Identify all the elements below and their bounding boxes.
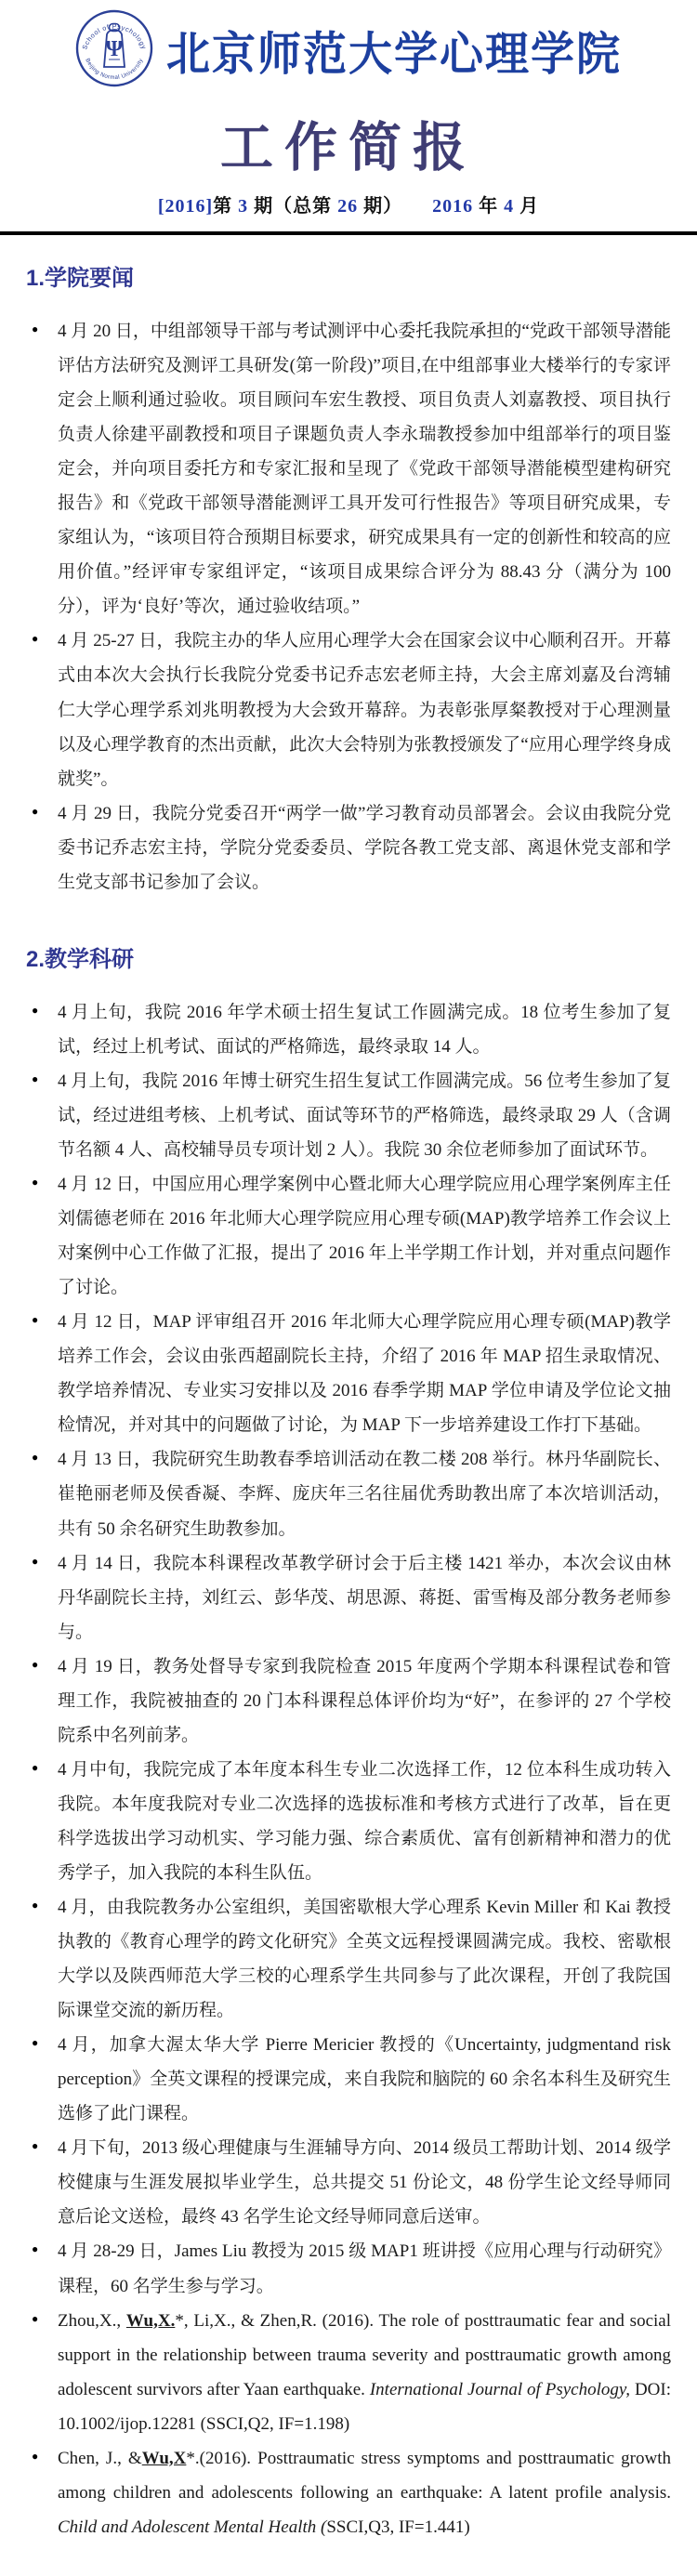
text-run: 第 [213,196,239,217]
bulletin-body [26,259,671,2544]
issue-number: 2016 [432,196,474,217]
highlighted-author: Wu,X. [125,2310,176,2331]
section-item-list [26,995,671,2544]
seal-psi-symbol: Ψ [105,37,124,61]
text-run: DOI: 10.1002/ijop.12281 (SSCI,Q2, IF=1.198) [58,2379,671,2434]
section-1 [26,259,671,900]
bulletin-title: 工作简报 [220,119,477,177]
text-run: 4 月中旬，我院完成了本年度本科生专业二次选择工作，12 位本科生成功转入我院。本年度我院对专业二次选择的选拔标准和考核方式进行了改革，旨在更科学选拔出学习动机实、学习能力强、综合素质优、富有创新精神和潜力的优秀学子，加入我院的本科生队伍。 [58,1759,671,1883]
bulletin-item [32,995,671,1064]
issue-number: 26 [337,196,359,217]
bulletin-item [32,796,671,900]
text-run: 4 月 20 日，中组部领导干部与考试测评中心委托我院承担的“党政干部领导潜能评估方法研究及测评工具研发(第一阶段)”项目,在中组部事业大楼举行的专家评定会上顺利通过验收。项目顾问车宏生教授、项目负责人刘嘉教授、项目执行负责人徐建平副教授和项目子课题负责人李永瑞教授参加中组部举行的项目鉴定会，并向项目委托方和专家汇报和呈现了《党政干部领导潜能模型建构研究报告》和《党政干部领导潜能测评工具开发可行性报告》等项目研究成果，专家组认为，“该项目符合预期目标要求，研究成果具有一定的创新性和较高的应用价值。”经评审专家组评定，“该项目成果综合评分为 88.43 分（满分为 100 分），评为‘良好’等次，通过验收结项。” [58,322,671,617]
journal-title: Child and Adolescent Mental Health ( [58,2517,327,2537]
bulletin-item [32,1546,671,1649]
section-item-list [26,314,671,900]
bulletin-item [32,2441,671,2544]
issue-number: [2016] [157,196,214,217]
header-divider [0,231,697,235]
bulletin-item [32,1064,671,1167]
text-run: 4 月，由我院教务办公室组织，美国密歇根大学心理系 Kevin Miller 和 Kai 教授执教的《教育心理学的跨文化研究》全英文远程授课圆满完成。我校、密歇根大学以及陕西师范大学三校的心理系学生共同参与了此次课程，开创了我院国际课堂交流的新历程。 [58,1898,671,2021]
text-run: SSCI,Q3, IF=1.441) [326,2517,470,2537]
seal-graphic [75,9,153,87]
school-seal-logo [75,9,153,92]
text-run: Zhou,X., [58,2310,126,2331]
highlighted-author: Wu,X [141,2448,187,2468]
text-run: 期（总第 [248,196,338,217]
bulletin-item [32,1305,671,1442]
bulletin-item [32,2304,671,2441]
bulletin-item [32,1167,671,1305]
bulletin-item [32,314,671,624]
text-run [393,196,432,217]
text-run: 期） [358,196,394,217]
bulletin-item [32,1442,671,1545]
text-run: 月 [514,196,540,217]
text-run: 4 月 29 日，我院分党委召开“两学一做”学习教育动员部署会。会议由我院分党委书记乔志宏主持，学院分党委委员、学院各教工党支部、离退休党支部和学生党支部书记参加了会议。 [58,803,671,892]
text-run: 4 月，加拿大渥太华大学 Pierre Mericier 教授的《Uncertainty, judgmentand risk perception》全英文课程的授课完成，来自我院和脑院的 60 余名本科生及研究生选修了此门课程。 [58,2035,671,2124]
bulletin-item [32,2234,671,2303]
bulletin-item [32,624,671,795]
text-run: 4 月 25-27 日，我院主办的华人应用心理学大会在国家会议中心顺利召开。开幕式由本次大会执行长我院分党委书记乔志宏老师主持，大会主席刘嘉及台湾辅仁大学心理学系刘兆明教授为大会致开幕辞。为表彰张厚粲教授对于心理测量以及心理学教育的杰出贡献，此次大会特别为张教授颁发了“应用心理学终身成就奖”。 [58,631,671,789]
issue-number: 3 [238,196,249,217]
text-run: 4 月 12 日，MAP 评审组召开 2016 年北师大心理学院应用心理专硕(MAP)教学培养工作会，会议由张西超副院长主持，介绍了 2016 年 MAP 招生录取情况、教学培养情况、专业实习安排以及 2016 春季学期 MAP 学位申请及学位论文抽检情况，并对其中的问题做了讨论，为 MAP 下一步培养建设工作打下基础。 [58,1312,671,1436]
text-run: Chen, J., & [58,2448,142,2468]
text-run: 4 月 12 日，中国应用心理学案例中心暨北师大心理学院应用心理学案例库主任刘儒德老师在 2016 年北师大心理学院应用心理专硕(MAP)教学培养工作会议上对案例中心工作做了汇报，提出了 2016 年上半学期工作计划，并对重点问题作了讨论。 [58,1175,671,1298]
text-run: 4 月上旬，我院 2016 年学术硕士招生复试工作圆满完成。18 位考生参加了复试，经过上机考试、面试的严格筛选，最终录取 14 人。 [58,1002,671,1057]
text-run: 4 月 13 日，我院研究生助教春季培训活动在教二楼 208 举行。林丹华副院长、崔艳丽老师及侯香凝、李辉、庞庆年三名往届优秀助教出席了本次培训活动，共有 50 余名研究生助教参加。 [58,1450,671,1539]
bulletin-item [32,2131,671,2234]
text-run: 4 月下旬，2013 级心理健康与生涯辅导方向、2014 级员工帮助计划、2014 级学校健康与生涯发展拟毕业学生，总共提交 51 份论文，48 份学生论文经导师同意后论文送检，最终 43 名学生论文经导师同意后送审。 [58,2138,671,2228]
text-run: 4 月 14 日，我院本科课程改革教学研讨会于后主楼 1421 举办，本次会议由林丹华副院长主持，刘红云、彭华茂、胡思源、蒋挺、雷雪梅及部分教务老师参与。 [58,1553,671,1642]
text-run: 4 月 28-29 日，James Liu 教授为 2015 级 MAP1 班讲授《应用心理与行动研究》课程，60 名学生参与学习。 [58,2241,671,2296]
section-2 [26,940,671,2544]
bulletin-item [32,1649,671,1753]
issue-line [26,191,671,217]
bulletin-item [32,1753,671,1890]
bulletin-item [32,2028,671,2131]
seal-top-arc-text: School of Psychology [80,21,149,51]
journal-title: International Journal of Psychology, [369,2379,631,2399]
bulletin-item [32,1890,671,2028]
issue-number: 4 [504,196,515,217]
text-run: *.(2016). Posttraumatic stress symptoms and posttraumatic growth among children and adolescents following an earthquake: A latent profile analysis. [58,2448,672,2503]
text-run: 4 月上旬，我院 2016 年博士研究生招生复试工作圆满完成。56 位考生参加了复试，经过进组考核、上机考试、面试等环节的严格筛选，最终录取 29 人（含调节名额 4 人、高校辅导员专项计划 2 人）。我院 30 余位老师参加了面试环节。 [58,1071,671,1160]
text-run: 4 月 19 日，教务处督导专家到我院检查 2015 年度两个学期本科课程试卷和管理工作，我院被抽查的 20 门本科课程总体评价均为“好”，在参评的 27 个学校院系中名列前茅。 [58,1656,671,1745]
seal-bottom-arc-text: Beijing Normal University [84,57,145,82]
section-heading: 2.教学科研 [26,946,135,972]
org-name: 北京师范大学心理学院 [166,29,622,81]
masthead [26,0,671,92]
section-heading: 1.学院要闻 [26,266,135,291]
text-run: 年 [473,196,505,217]
text-run: *, Li,X., & Zhen,R. (2016). The role of posttraumatic fear and social support in the relationship between trauma severity and posttraumatic growth among adolescent survivors after Yaan earthquake. [58,2310,672,2399]
